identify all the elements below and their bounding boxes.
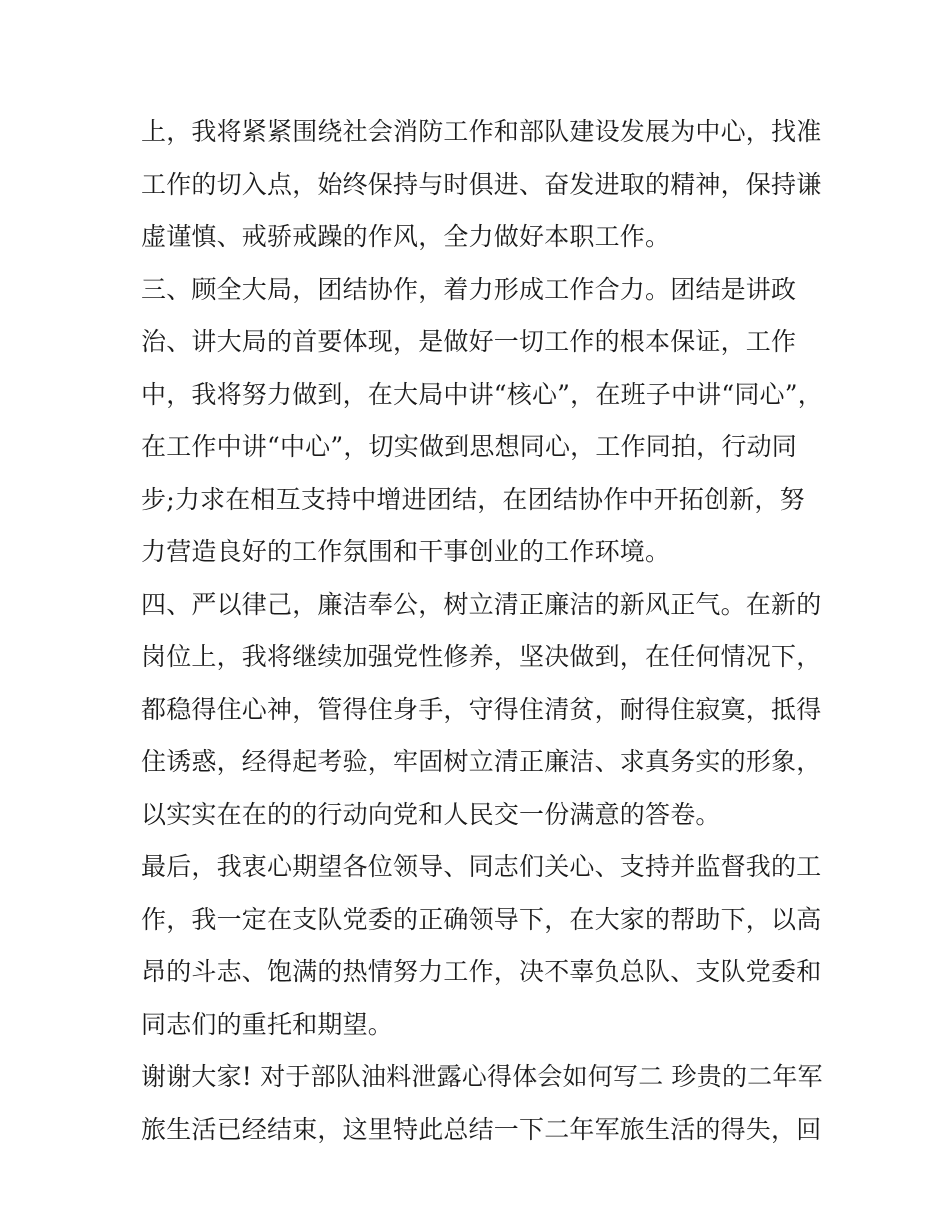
text-line: 以实实在在的的行动向党和人民交一份满意的答卷。: [141, 799, 721, 829]
text-line: 最后，我衷心期望各位领导、同志们关心、支持并监督我的工: [141, 852, 822, 881]
text-line: 作，我一定在支队党委的正确领导下，在大家的帮助下，以高: [141, 904, 822, 934]
paragraph-4: [141, 841, 821, 1051]
text-line: 步;力求在相互支持中增进团结，在团结协作中开拓创新，努: [141, 484, 805, 514]
text-line: 谢谢大家! 对于部队油料泄露心得体会如何写二 珍贵的二年军: [141, 1062, 823, 1091]
paragraph-3: [141, 579, 821, 842]
text-line: 住诱惑，经得起考验，牢固树立清正廉洁、求真务实的形象，: [141, 747, 822, 776]
paragraph-2: [141, 264, 821, 579]
text-line: 都稳得住心神，管得住身手，守得住清贫，耐得住寂寞，抵得: [141, 694, 822, 724]
text-line: 虚谨慎、戒骄戒躁的作风，全力做好本职工作。: [141, 222, 671, 251]
text-line: 在工作中讲“中心”，切实做到思想同心，工作同拍，行动同: [141, 432, 797, 461]
text-line: 工作的切入点，始终保持与时俱进、奋发进取的精神，保持谦: [141, 169, 822, 199]
text-line: 同志们的重托和期望。: [141, 1009, 394, 1039]
text-line: 力营造良好的工作氛围和干事创业的工作环境。: [141, 537, 671, 566]
text-line: 昂的斗志、饱满的热情努力工作，决不辜负总队、支队党委和: [141, 957, 822, 986]
text-line: 四、严以律己，廉洁奉公，树立清正廉洁的新风正气。在新的: [141, 589, 822, 619]
text-line: 三、顾全大局，团结协作，着力形成工作合力。团结是讲政: [141, 274, 797, 304]
text-line: 中，我将努力做到，在大局中讲“核心”，在班子中讲“同心”，: [141, 379, 823, 409]
text-line: 治、讲大局的首要体现，是做好一切工作的根本保证，工作: [141, 327, 797, 356]
paragraph-5: [141, 1051, 821, 1156]
text-line: 上，我将紧紧围绕社会消防工作和部队建设发展为中心，找准: [141, 117, 822, 146]
document-body: [141, 106, 821, 1156]
paragraph-1: [141, 106, 821, 264]
text-line: 岗位上，我将继续加强党性修养，坚决做到，在任何情况下，: [141, 642, 822, 671]
text-line: 旅生活已经结束，这里特此总结一下二年军旅生活的得失，回: [141, 1114, 822, 1144]
